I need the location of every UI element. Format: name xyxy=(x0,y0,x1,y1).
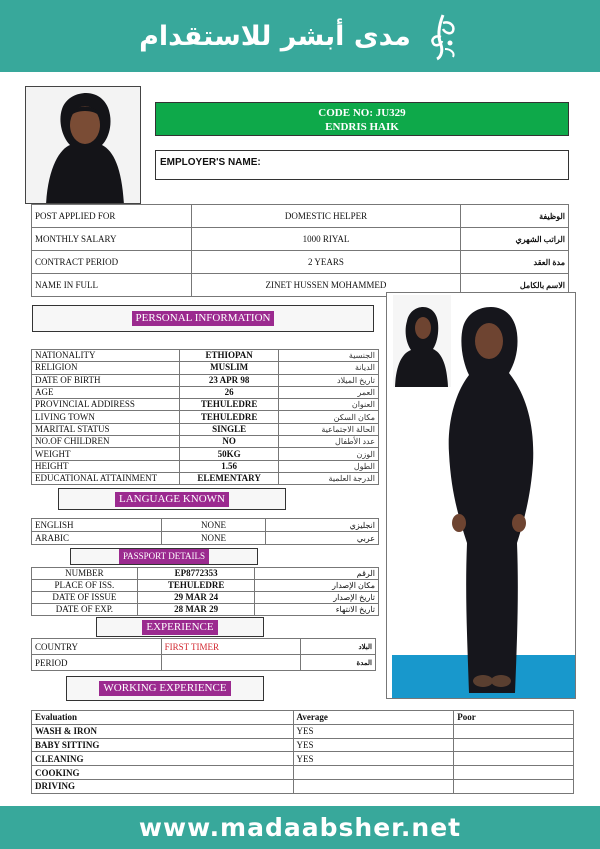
passport-table xyxy=(31,567,379,616)
row-arabic-label: انجليزي xyxy=(266,519,379,532)
table-row xyxy=(32,519,379,532)
table-row xyxy=(32,766,574,780)
average-value xyxy=(293,766,454,780)
row-label: CONTRACT PERIOD xyxy=(32,251,192,274)
row-arabic-label: الجنسية xyxy=(279,350,379,362)
row-arabic-label: الطول xyxy=(279,460,379,472)
table-row xyxy=(32,411,379,423)
row-label: NUMBER xyxy=(32,568,138,580)
row-value: NONE xyxy=(161,532,266,545)
row-value: TEHULEDRE xyxy=(137,580,255,592)
row-arabic-label: الديانة xyxy=(279,362,379,374)
personal-info-table xyxy=(31,349,379,485)
row-value xyxy=(161,655,301,671)
row-value: ELEMENTARY xyxy=(179,472,279,484)
table-row xyxy=(32,724,574,738)
table-row xyxy=(32,568,379,580)
row-arabic-label: الوزن xyxy=(279,448,379,460)
row-label: DATE OF BIRTH xyxy=(32,374,180,386)
average-value: YES xyxy=(293,752,454,766)
row-label: POST APPLIED FOR xyxy=(32,205,192,228)
table-row xyxy=(32,386,379,398)
table-row xyxy=(32,362,379,374)
passport-heading: PASSPORT DETAILS xyxy=(70,548,258,565)
row-arabic-label: عدد الأطفال xyxy=(279,436,379,448)
row-arabic-label: العنوان xyxy=(279,399,379,411)
row-value: SINGLE xyxy=(179,423,279,435)
row-label: ARABIC xyxy=(32,532,162,545)
table-row xyxy=(32,423,379,435)
footer-banner xyxy=(0,806,600,849)
table-row xyxy=(32,460,379,472)
column-header: Evaluation xyxy=(32,711,294,725)
table-row xyxy=(32,350,379,362)
row-value: 2 YEARS xyxy=(191,251,460,274)
row-arabic-label: الدرجة العلمية xyxy=(279,472,379,484)
row-value: NONE xyxy=(161,519,266,532)
table-row xyxy=(32,374,379,386)
row-arabic-label: الحالة الاجتماعية xyxy=(279,423,379,435)
row-label: COUNTRY xyxy=(32,639,162,655)
experience-table xyxy=(31,638,376,671)
row-label: WEIGHT xyxy=(32,448,180,460)
row-arabic-label: عربي xyxy=(266,532,379,545)
column-header: Average xyxy=(293,711,454,725)
row-label: PLACE OF ISS. xyxy=(32,580,138,592)
row-value: FIRST TIMER xyxy=(161,639,301,655)
row-value: 1000 RIYAL xyxy=(191,228,460,251)
row-arabic-label: الوظيفة xyxy=(461,205,569,228)
average-value: YES xyxy=(293,738,454,752)
row-value: 23 APR 98 xyxy=(179,374,279,386)
flower-calligraphy-icon xyxy=(425,11,461,61)
column-header: Poor xyxy=(454,711,574,725)
row-label: MONTHLY SALARY xyxy=(32,228,192,251)
poor-value xyxy=(454,766,574,780)
row-arabic-label: المدة xyxy=(301,655,376,671)
candidate-portrait-photo xyxy=(25,86,141,204)
job-details-table xyxy=(31,204,569,297)
experience-heading: EXPERIENCE xyxy=(96,617,264,637)
table-row xyxy=(32,752,574,766)
row-arabic-label: الرقم xyxy=(255,568,379,580)
row-label: ENGLISH xyxy=(32,519,162,532)
row-value: ETHIOPAN xyxy=(179,350,279,362)
poor-value xyxy=(454,738,574,752)
row-label: NAME IN FULL xyxy=(32,274,192,297)
row-value: TEHULEDRE xyxy=(179,411,279,423)
working-experience-table xyxy=(31,710,574,794)
poor-value xyxy=(454,724,574,738)
language-heading: LANGUAGE KNOWN xyxy=(58,488,286,510)
row-arabic-label: الراتب الشهري xyxy=(461,228,569,251)
table-row xyxy=(32,251,569,274)
header-banner xyxy=(0,0,600,72)
table-row xyxy=(32,205,569,228)
average-value xyxy=(293,779,454,793)
table-row xyxy=(32,655,376,671)
row-label: AGE xyxy=(32,386,180,398)
website-url[interactable]: www.madaabsher.net xyxy=(138,813,462,842)
average-value: YES xyxy=(293,724,454,738)
code-number: CODE NO: JU329 xyxy=(318,107,406,119)
poor-value xyxy=(454,779,574,793)
row-value: MUSLIM xyxy=(179,362,279,374)
row-value: 50KG xyxy=(179,448,279,460)
table-row xyxy=(32,580,379,592)
row-arabic-label: الاسم بالكامل xyxy=(461,274,569,297)
table-row xyxy=(32,592,379,604)
employer-label: EMPLOYER'S NAME: xyxy=(160,157,261,168)
table-header-row xyxy=(32,711,574,725)
table-row xyxy=(32,448,379,460)
row-label: LIVING TOWN xyxy=(32,411,180,423)
skill-name: CLEANING xyxy=(32,752,294,766)
row-value: 26 xyxy=(179,386,279,398)
skill-name: BABY SITTING xyxy=(32,738,294,752)
row-label: NATIONALITY xyxy=(32,350,180,362)
row-value: TEHULEDRE xyxy=(179,399,279,411)
language-table xyxy=(31,518,379,545)
poor-value xyxy=(454,752,574,766)
agency-title: مدى أبشر للاستقدام xyxy=(139,20,411,52)
row-arabic-label: العمر xyxy=(279,386,379,398)
skill-name: DRIVING xyxy=(32,779,294,793)
row-label: MARITAL STATUS xyxy=(32,423,180,435)
skill-name: WASH & IRON xyxy=(32,724,294,738)
row-label: PROVINCIAL ADDIRESS xyxy=(32,399,180,411)
employer-name-field xyxy=(155,150,569,180)
row-value: EP8772353 xyxy=(137,568,255,580)
row-label: PERIOD xyxy=(32,655,162,671)
row-arabic-label: مدة العقد xyxy=(461,251,569,274)
table-row xyxy=(32,436,379,448)
working-experience-heading: WORKING EXPERIENCE xyxy=(66,676,264,701)
row-label: DATE OF ISSUE xyxy=(32,592,138,604)
skill-name: COOKING xyxy=(32,766,294,780)
row-arabic-label: تاريخ الإصدار xyxy=(255,592,379,604)
row-value: 29 MAR 24 xyxy=(137,592,255,604)
candidate-short-name: ENDRIS HAIK xyxy=(325,121,399,133)
table-row xyxy=(32,472,379,484)
full-body-photo-frame xyxy=(386,292,576,699)
table-row xyxy=(32,604,379,616)
row-arabic-label: مكان الإصدار xyxy=(255,580,379,592)
row-value: 28 MAR 29 xyxy=(137,604,255,616)
table-row xyxy=(32,779,574,793)
row-label: HEIGHT xyxy=(32,460,180,472)
personal-info-heading: PERSONAL INFORMATION xyxy=(32,305,374,332)
row-arabic-label: مكان السكن xyxy=(279,411,379,423)
code-box xyxy=(155,102,569,136)
table-row xyxy=(32,532,379,545)
table-row xyxy=(32,738,574,752)
row-value: DOMESTIC HELPER xyxy=(191,205,460,228)
row-value: ZINET HUSSEN MOHAMMED xyxy=(191,274,460,297)
table-row xyxy=(32,399,379,411)
row-label: EDUCATIONAL ATTAINMENT xyxy=(32,472,180,484)
row-value: 1.56 xyxy=(179,460,279,472)
table-row xyxy=(32,228,569,251)
row-label: NO.OF CHILDREN xyxy=(32,436,180,448)
table-row xyxy=(32,639,376,655)
row-arabic-label: تاريخ الانتهاء xyxy=(255,604,379,616)
row-value: NO xyxy=(179,436,279,448)
row-label: RELIGION xyxy=(32,362,180,374)
row-arabic-label: تاريخ الميلاد xyxy=(279,374,379,386)
row-arabic-label: البلاد xyxy=(301,639,376,655)
row-label: DATE OF EXP. xyxy=(32,604,138,616)
